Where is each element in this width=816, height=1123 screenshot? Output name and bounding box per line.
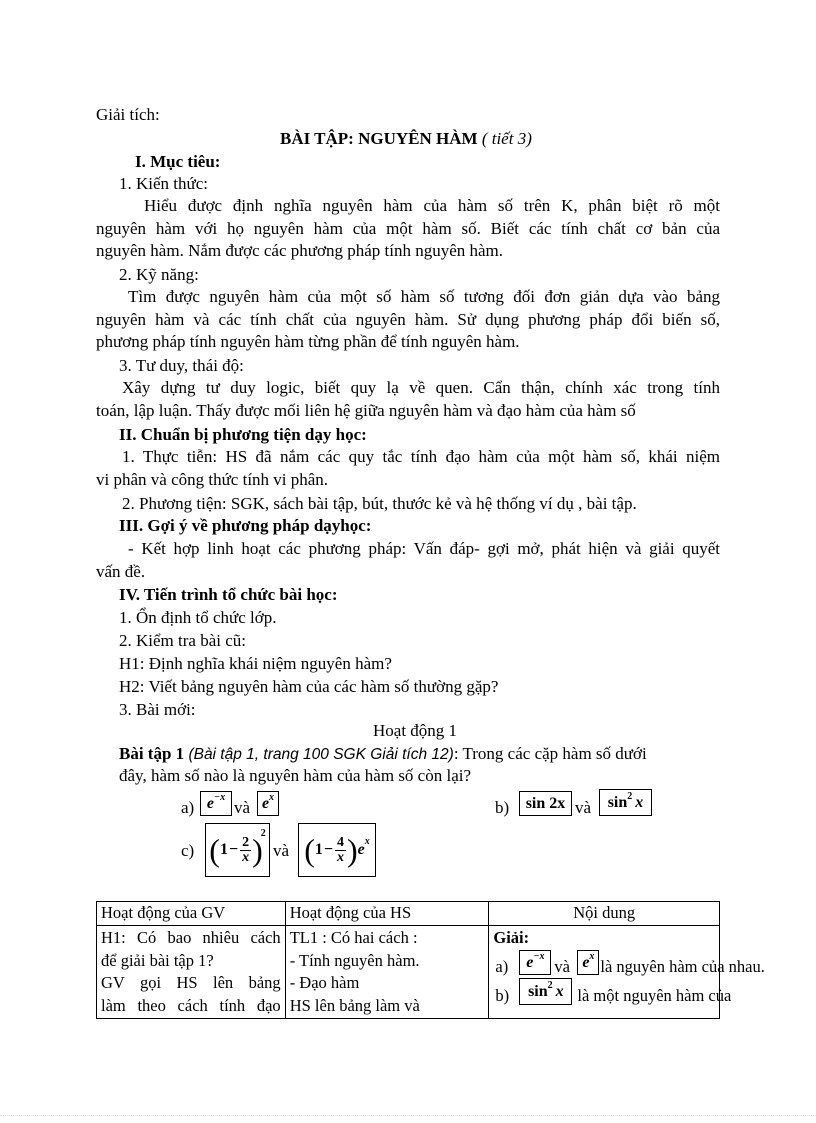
option-a-label: a) [181, 798, 195, 817]
table-header-row [97, 902, 720, 926]
item-bai-moi: 3. Bài mới: [119, 700, 196, 719]
sub-ky-nang: 2. Kỹ năng: [119, 265, 199, 284]
section-chuan-bi: II. Chuẩn bị phương tiện dạy học: [119, 425, 367, 444]
cell-noi-dung [489, 926, 765, 1019]
sub-kien-thuc: 1. Kiến thức: [119, 174, 209, 193]
nd-a-label: a) [495, 957, 509, 976]
question-h1: H1: Định nghĩa khái niệm nguyên hàm? [119, 654, 392, 673]
header-gv: Hoạt động của GV [97, 902, 286, 926]
para-thuc-tien: 1. Thực tiễn: HS đã nắm các quy tắc tính đạo hàm của một hàm số, khái niệm vi phân và công thức tính vi phân. [96, 447, 720, 489]
formula-e-x: e $^x$ [257, 791, 279, 816]
page-title [280, 128, 532, 150]
option-b-va: và [575, 798, 592, 817]
para-phuong-tien: 2. Phương tiện: SGK, sách bài tập, bút, thước kẻ và hệ thống ví dụ , bài tập. [122, 494, 637, 513]
section-goi-y: III. Gợi ý về phương pháp dạyhọc: [119, 516, 372, 535]
option-a-va: và [234, 798, 251, 817]
formula-sin-sq-x: sin $^2$ x [599, 789, 652, 816]
header-noi-dung: Nội dung [489, 902, 720, 926]
nd-formula-e-x: e $^x$ [577, 950, 599, 975]
nd-b-text: là một nguyên hàm của [577, 986, 732, 1005]
formula-one-minus-2-over-x-sq: ( 1 − $\frac{2}{x}$ ) $^2$ [205, 823, 270, 877]
section-muc-tieu: I. Mục tiêu: [135, 152, 221, 171]
nd-a-va: và [554, 957, 570, 976]
formula-one-minus-4-over-x-ex: ( 1 − $\frac{4}{x}$ ) e $^x$ [298, 823, 376, 877]
option-b-label: b) [495, 798, 510, 817]
table-row [97, 926, 720, 1019]
option-c-label: c) [181, 841, 195, 860]
formula-e-neg-x: e $^{-x}$ [200, 791, 232, 816]
para-goi-y: - Kết hợp linh hoạt các phương pháp: Vấn đáp- gợi mở, phát hiện và giải quyết vấn đề. [96, 539, 720, 581]
header-hs: Hoạt động của HS [285, 902, 489, 926]
item-on-dinh: 1. Ổn định tổ chức lớp. [119, 608, 277, 627]
para-ky-nang: Tìm được nguyên hàm của một số hàm số tương đối đơn giản dựa vào bảng nguyên hàm và các tính chất của nguyên hàm. Sử dụng phương pháp đổi biến số, phương pháp tính nguyên hàm từng phần để tính nguyên hàm. [96, 287, 720, 351]
activity-table [96, 901, 765, 1019]
item-kiem-tra: 2. Kiểm tra bài cũ: [119, 631, 246, 650]
title-main: BÀI TẬP: NGUYÊN HÀM [280, 129, 478, 148]
formula-sin-2x: sin 2x [519, 791, 572, 816]
nd-formula-sin-sq-x: sin $^2$ x [519, 978, 572, 1005]
title-sub: ( tiết 3) [481, 129, 532, 148]
nd-formula-e-neg-x: e $^{-x}$ [519, 950, 551, 975]
footer-divider [0, 1115, 816, 1116]
section-tien-trinh: IV. Tiến trình tổ chức bài học: [119, 585, 338, 604]
option-c-va: và [273, 841, 290, 860]
nd-b-label: b) [495, 986, 510, 1005]
para-kien-thuc: Hiểu được định nghĩa nguyên hàm của hàm số trên K, phân biệt rõ một nguyên hàm với họ nguyên hàm của một hàm số. Biết các tính chất cơ bản của nguyên hàm. Nắm được các phương pháp tính nguyên hàm. [96, 196, 720, 260]
sub-tu-duy: 3. Tư duy, thái độ: [119, 356, 244, 375]
question-h2: H2: Viết bảng nguyên hàm của các hàm số thường gặp? [119, 677, 499, 696]
subject-label: Giải tích: [96, 105, 160, 124]
cell-gv: H1: Có bao nhiêu cách để giải bài tập 1? GV gọi HS lên bảng làm theo cách tính đạo [97, 926, 286, 1019]
para-tu-duy: Xây dựng tư duy logic, biết quy lạ về quen. Cẩn thận, chính xác trong tính toán, lập luận. Thấy được mối liên hệ giữa nguyên hàm và đạo hàm của hàm số [96, 378, 720, 420]
exercise-line-2: đây, hàm số nào là nguyên hàm của hàm số còn lại? [119, 766, 472, 785]
nd-heading: Giải: [493, 928, 530, 947]
cell-hs: TL1 : Có hai cách : - Tính nguyên hàm. - Đạo hàm HS lên bảng làm và [285, 926, 489, 1019]
exercise-line-1: Bài tập 1 (Bài tập 1, trang 100 SGK Giải tích 12): Trong các cặp hàm số dưới [119, 744, 647, 763]
nd-a-text: là nguyên hàm của nhau. [600, 957, 765, 976]
activity-heading: Hoạt động 1 [373, 721, 458, 740]
